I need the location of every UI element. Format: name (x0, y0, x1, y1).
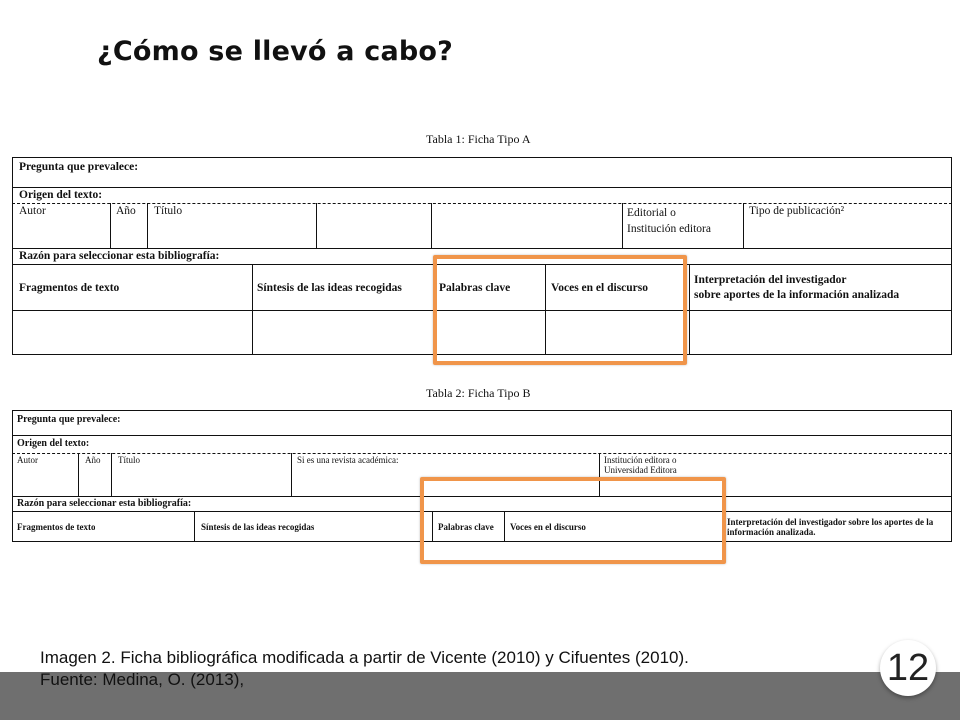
table-a-col-sep (622, 203, 623, 249)
table-b-col-institucion: Institución editora o Universidad Editora (604, 455, 677, 475)
table-a-col-sep (316, 203, 317, 249)
table-b-divider (12, 435, 952, 436)
table-a-pregunta: Pregunta que prevalece: (19, 161, 139, 173)
table-a-header-voces: Voces en el discurso (551, 282, 649, 294)
page-number: 12 (880, 640, 936, 696)
table-a-origen: Origen del texto: (19, 189, 103, 201)
table-b-col-revista: Si es una revista académica: (297, 455, 399, 465)
table-a-header-sintesis: Síntesis de las ideas recogidas (257, 282, 402, 294)
table-b-header-fragmentos: Fragmentos de texto (17, 522, 96, 532)
table-a-col-autor: Autor (19, 205, 46, 217)
table-a-col-ano: Año (116, 205, 136, 217)
table-a-col-titulo: Título (154, 205, 183, 217)
table-b-col-sep (291, 453, 292, 496)
highlight-box-table-a (433, 255, 687, 365)
table-b-header-interpretacion: Interpretación del investigador sobre los aportes de la información analizada. (727, 517, 934, 537)
image-caption (40, 647, 689, 691)
highlight-box-table-b (420, 477, 726, 564)
table-a-header-fragmentos: Fragmentos de texto (19, 282, 120, 294)
table-a-col-editorial: Editorial o Institución editora (627, 207, 711, 235)
table-b-col-autor: Autor (17, 455, 38, 465)
table-b-dashed-divider (12, 453, 952, 454)
table-b-pregunta: Pregunta que prevalece: (17, 414, 121, 425)
table-a-header-palabras: Palabras clave (439, 282, 511, 294)
table-b-header-palabras: Palabras clave (438, 522, 494, 532)
table-a-col-tipo: Tipo de publicación² (749, 205, 845, 217)
table-a-col-sep (431, 203, 432, 249)
table-b-caption: Tabla 2: Ficha Tipo B (426, 386, 531, 400)
table-b-col-titulo: Título (118, 455, 140, 465)
table-a-col-sep (147, 203, 148, 249)
table-a-col-sep (110, 203, 111, 249)
table-b-col-sep (194, 511, 195, 542)
caption-line-1: Imagen 2. Ficha bibliográfica modificada a partir de Vicente (2010) y Cifuentes (2010). (40, 648, 689, 667)
table-a-divider (12, 248, 952, 249)
table-b-col-sep (111, 453, 112, 496)
table-a-razon: Razón para seleccionar esta bibliografía: (19, 250, 220, 262)
table-b-col-sep (78, 453, 79, 496)
table-a-header-interpretacion: Interpretación del investigador sobre aportes de la información analizada (694, 274, 900, 301)
table-b-header-voces: Voces en el discurso (510, 522, 586, 532)
table-a-col-sep (743, 203, 744, 249)
table-b-razon: Razón para seleccionar esta bibliografía: (17, 498, 192, 509)
table-a-caption: Tabla 1: Ficha Tipo A (426, 132, 531, 146)
table-a-divider (12, 187, 952, 188)
slide-title: ¿Cómo se llevó a cabo? (97, 36, 454, 67)
table-b-col-ano: Año (85, 455, 101, 465)
caption-line-2: Fuente: Medina, O. (2013), (40, 670, 245, 689)
table-a-dashed-divider (12, 203, 952, 204)
table-b-header-sintesis: Síntesis de las ideas recogidas (201, 522, 315, 532)
table-b-origen: Origen del texto: (17, 438, 90, 449)
